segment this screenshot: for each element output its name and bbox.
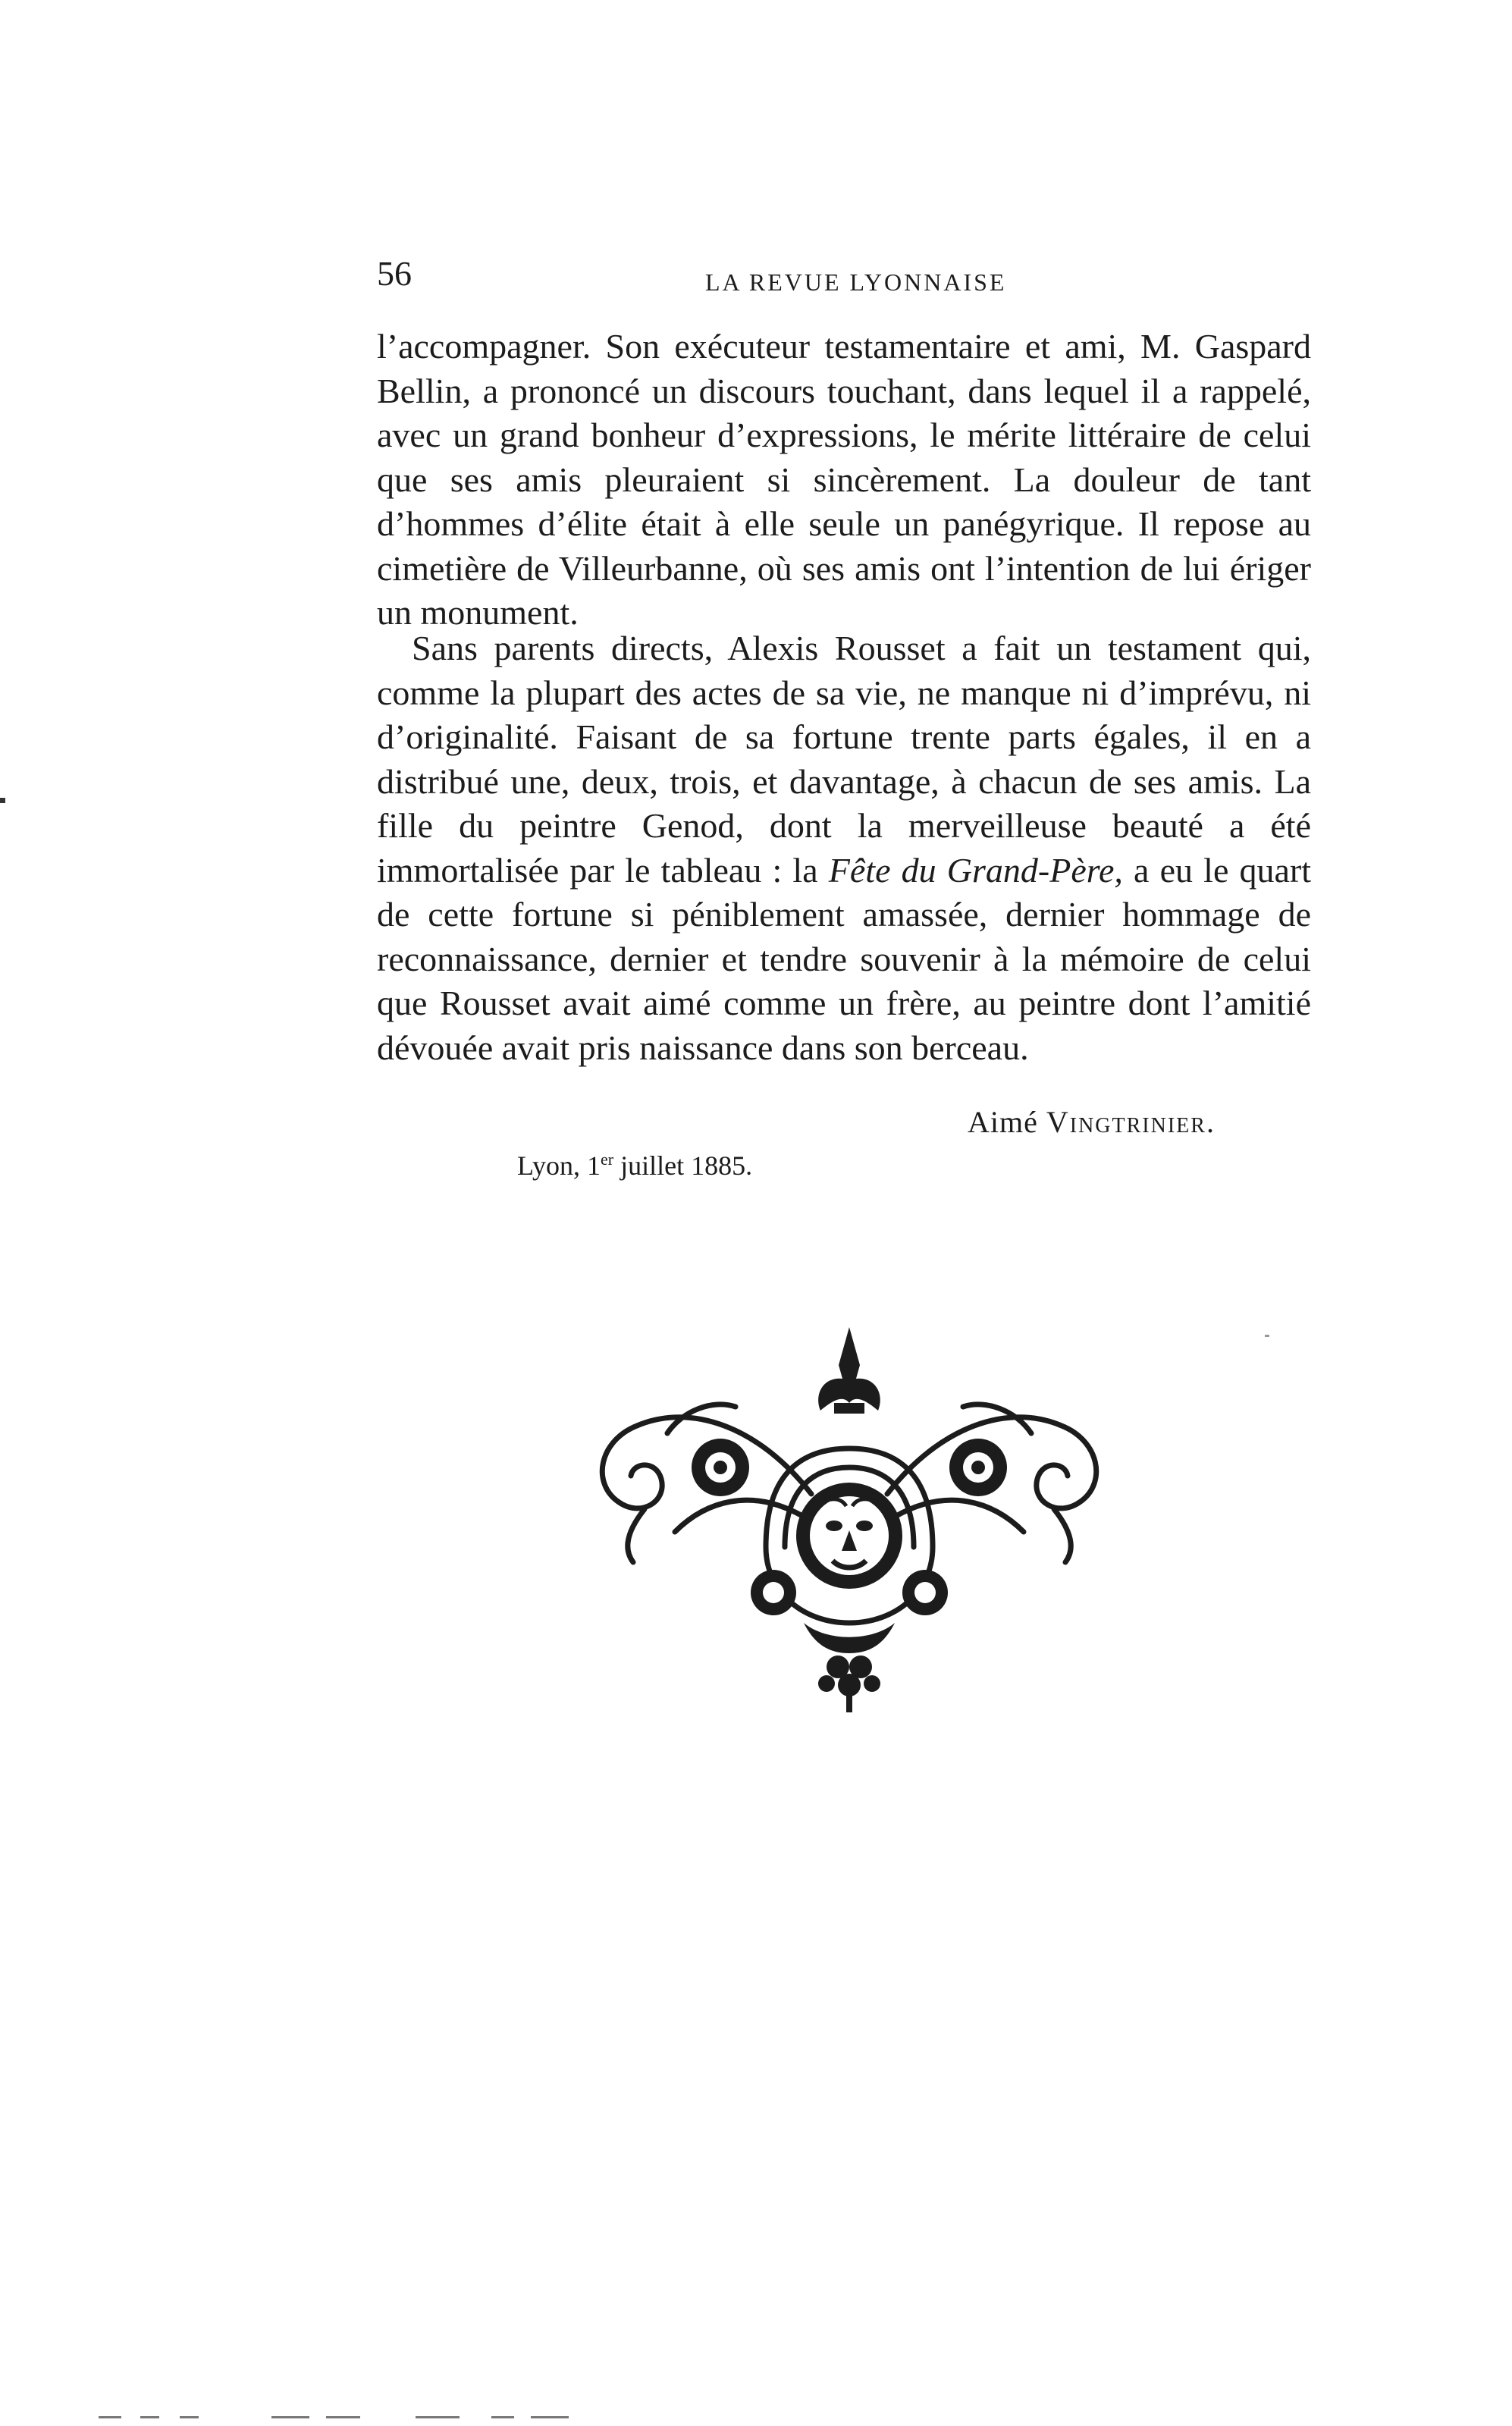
paragraph-2-text-start: Sans parents directs, Alexis Rousset a fait un testament qui, comme la plupart des actes de sa vie, ne manque ni d’imprévu, ni d’originalité. Faisant de sa fortune trente parts égales, il en a distribué une, deux, trois, et davantage, à chacun de ses amis. La fille du peintre Genod, dont la merveilleuse beauté a été immortalisée par le tableau : la — [377, 629, 1311, 890]
bottom-rule — [531, 2416, 569, 2418]
margin-speck — [1265, 1335, 1269, 1337]
bottom-rule — [416, 2416, 460, 2418]
paragraph-1: l’accompagner. Son exécuteur testamentaire et ami, M. Gaspard Bellin, a prononcé un discours touchant, dans lequel il a rappelé, avec un grand bonheur d’expressions, le mérite littéraire de celui que ses amis pleuraient si sincèrement. La douleur de tant d’hommes d’élite était à elle seule un panégyrique. Il repose au cimetière de Villeurbanne, où ses amis ont l’intention de lui ériger un monument. — [377, 327, 1311, 632]
dateline-place: Lyon, — [517, 1150, 581, 1181]
page-number: 56 — [377, 254, 412, 293]
signature-first-name: Aimé — [968, 1105, 1038, 1139]
paragraph-2-text-end: a eu le quart de cette fortune si péniblement amassée, dernier hommage de reconnaissance, dernier et tendre souvenir à la mémoire de celui que Rousset avait aimé comme un frère, au peintre dont l’amitié dévouée avait pris naissance dans son berceau. — [377, 850, 1312, 1067]
dateline — [517, 1151, 752, 1179]
signature — [968, 1107, 1216, 1138]
lion-mask-ornament-icon — [576, 1320, 1122, 1714]
bottom-rule — [491, 2416, 514, 2418]
paragraph-2 — [377, 626, 1311, 1070]
dateline-day: 1 — [587, 1150, 601, 1181]
bottom-rule — [180, 2416, 199, 2418]
painting-title: Fête du Grand-Père, — [828, 850, 1123, 890]
bottom-rule — [326, 2416, 360, 2418]
dateline-day-suffix: er — [601, 1150, 614, 1169]
bottom-rule — [99, 2416, 121, 2418]
bottom-rule — [140, 2416, 159, 2418]
running-head: LA REVUE LYONNAISE — [705, 268, 1007, 296]
dateline-rest: juillet 1885. — [620, 1150, 753, 1181]
signature-last-name: Vingtrinier. — [1046, 1105, 1216, 1139]
bottom-rule — [271, 2416, 309, 2418]
margin-speck — [0, 798, 5, 803]
